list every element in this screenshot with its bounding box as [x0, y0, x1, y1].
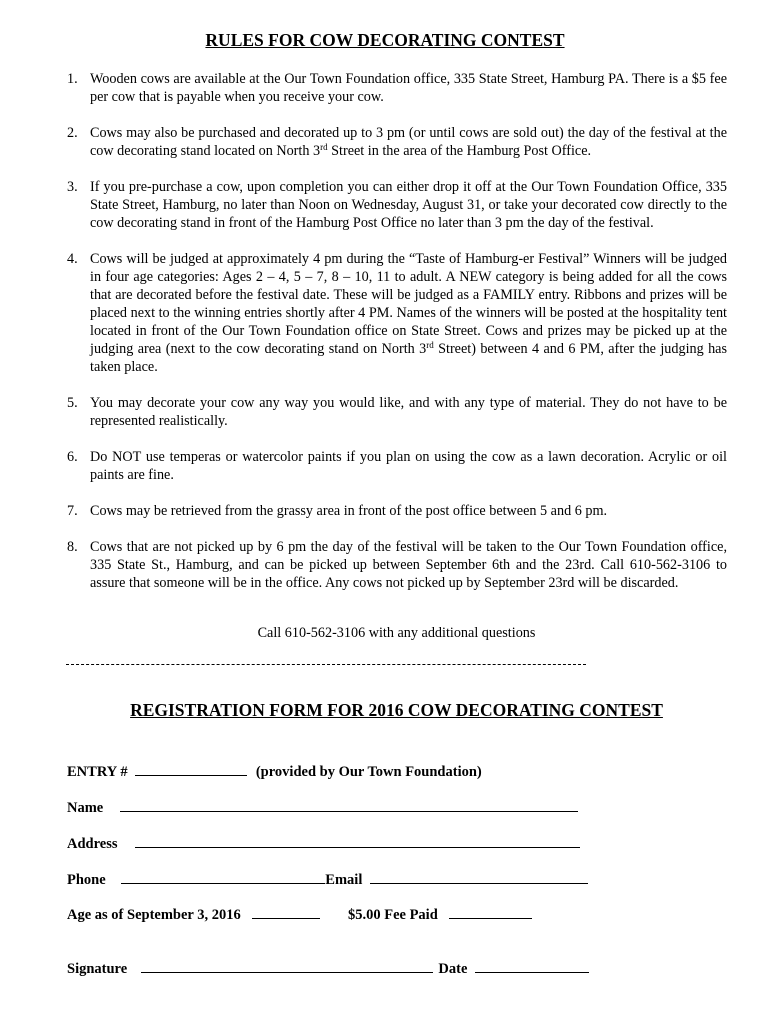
ordinal-suffix: rd	[320, 142, 328, 152]
rule-item	[67, 394, 727, 430]
rule-text: Wooden cows are available at the Our Town Foundation office, 335 State Street, Hamburg PA. There is a $5 fee per cow that is payable when you receive your cow.	[90, 71, 727, 105]
rules-list	[67, 70, 727, 592]
rule-text-continued: Street) between 4 and 6 PM, after the judging has taken place.	[90, 341, 727, 375]
age-label: Age as of September 3, 2016	[67, 907, 241, 923]
rule-text-continued: Street in the area of the Hamburg Post Office.	[327, 143, 592, 159]
rule-number: 1.	[67, 71, 78, 87]
rules-title: RULES FOR COW DECORATING CONTEST	[205, 30, 565, 50]
entry-number-field[interactable]	[135, 761, 247, 776]
signature-field[interactable]	[141, 958, 433, 973]
entry-note: (provided by Our Town Foundation)	[255, 764, 482, 780]
address-field[interactable]	[135, 833, 580, 848]
entry-label: ENTRY #	[67, 764, 128, 780]
signature-label: Signature	[67, 961, 128, 977]
name-label: Name	[67, 800, 104, 816]
rule-text: Cows that are not picked up by 6 pm the day of the festival will be taken to the Our Town Foundation office, 335 State St., Hamburg, and can be picked up between September 6th and the 23rd. Call 610-562-3106 to assure that someone will be in the office. Any cows not picked up by September 23rd will be discarded.	[90, 539, 727, 591]
rule-text: Do NOT use temperas or watercolor paints if you plan on using the cow as a lawn decoration. Acrylic or oil paints are fine.	[90, 449, 727, 483]
rule-number: 6.	[67, 449, 78, 465]
age-fee-row	[67, 904, 532, 924]
rule-item	[67, 178, 727, 232]
rule-item	[67, 124, 727, 160]
rule-text: You may decorate your cow any way you would like, and with any type of material. They do not have to be represented realistically.	[90, 395, 727, 429]
rule-item	[67, 448, 727, 484]
address-row	[67, 833, 580, 853]
ordinal-suffix: rd	[426, 340, 434, 350]
rule-number: 4.	[67, 251, 78, 267]
phone-field[interactable]	[121, 869, 325, 884]
entry-row	[67, 761, 482, 781]
address-label: Address	[67, 836, 118, 852]
name-row	[67, 797, 578, 817]
rule-number: 5.	[67, 395, 78, 411]
rule-item	[67, 502, 727, 520]
date-field[interactable]	[475, 958, 589, 973]
phone-label: Phone	[67, 872, 106, 888]
signature-date-row	[67, 958, 589, 978]
email-field[interactable]	[370, 869, 588, 884]
registration-form-title: REGISTRATION FORM FOR 2016 COW DECORATING CONTEST	[130, 700, 663, 720]
rule-text: Cows will be judged at approximately 4 pm during the “Taste of Hamburg-er Festival” Winners will be judged in four age categories: Ages 2 – 4, 5 – 7, 8 – 10, 11 to adult. A NEW category is being added for all the cows that are decorated before the festival date. These will be judged as a FAMILY entry. Ribbons and prizes will be placed next to the winning entries shortly after 4 PM. Names of the winners will be posted at the hospitality tent located in front of the Our Town Foundation office on State Street. Cows and prizes may be picked up at the judging area (next to the cow decorating stand on North 3	[90, 251, 727, 357]
rule-item	[67, 70, 727, 106]
rule-text: Cows may also be purchased and decorated up to 3 pm (or until cows are sold out) the day of the festival at the cow decorating stand located on North 3	[90, 125, 727, 159]
rule-item	[67, 250, 727, 376]
rule-number: 7.	[67, 503, 78, 519]
rule-text: Cows may be retrieved from the grassy area in front of the post office between 5 and 6 pm.	[90, 503, 608, 519]
rule-text: If you pre-purchase a cow, upon completion you can either drop it off at the Our Town Foundation Office, 335 State Street, Hamburg, no later than Noon on Wednesday, August 31, or take your decorated cow directly to the cow decorating stand in front of the Hamburg Post Office no later than 3 pm the day of the festival.	[90, 179, 727, 231]
rule-number: 2.	[67, 125, 78, 141]
email-label: Email	[325, 872, 363, 888]
fee-paid-label: $5.00 Fee Paid	[347, 907, 438, 923]
rule-number: 8.	[67, 539, 78, 555]
phone-email-row	[67, 869, 588, 889]
fee-paid-field[interactable]	[449, 904, 532, 919]
date-label: Date	[438, 961, 468, 977]
name-field[interactable]	[120, 797, 578, 812]
rule-number: 3.	[67, 179, 78, 195]
age-field[interactable]	[252, 904, 320, 919]
rule-item	[67, 538, 727, 592]
contact-line: Call 610-562-3106 with any additional questions	[257, 625, 536, 641]
dashed-cut-line	[66, 664, 586, 665]
